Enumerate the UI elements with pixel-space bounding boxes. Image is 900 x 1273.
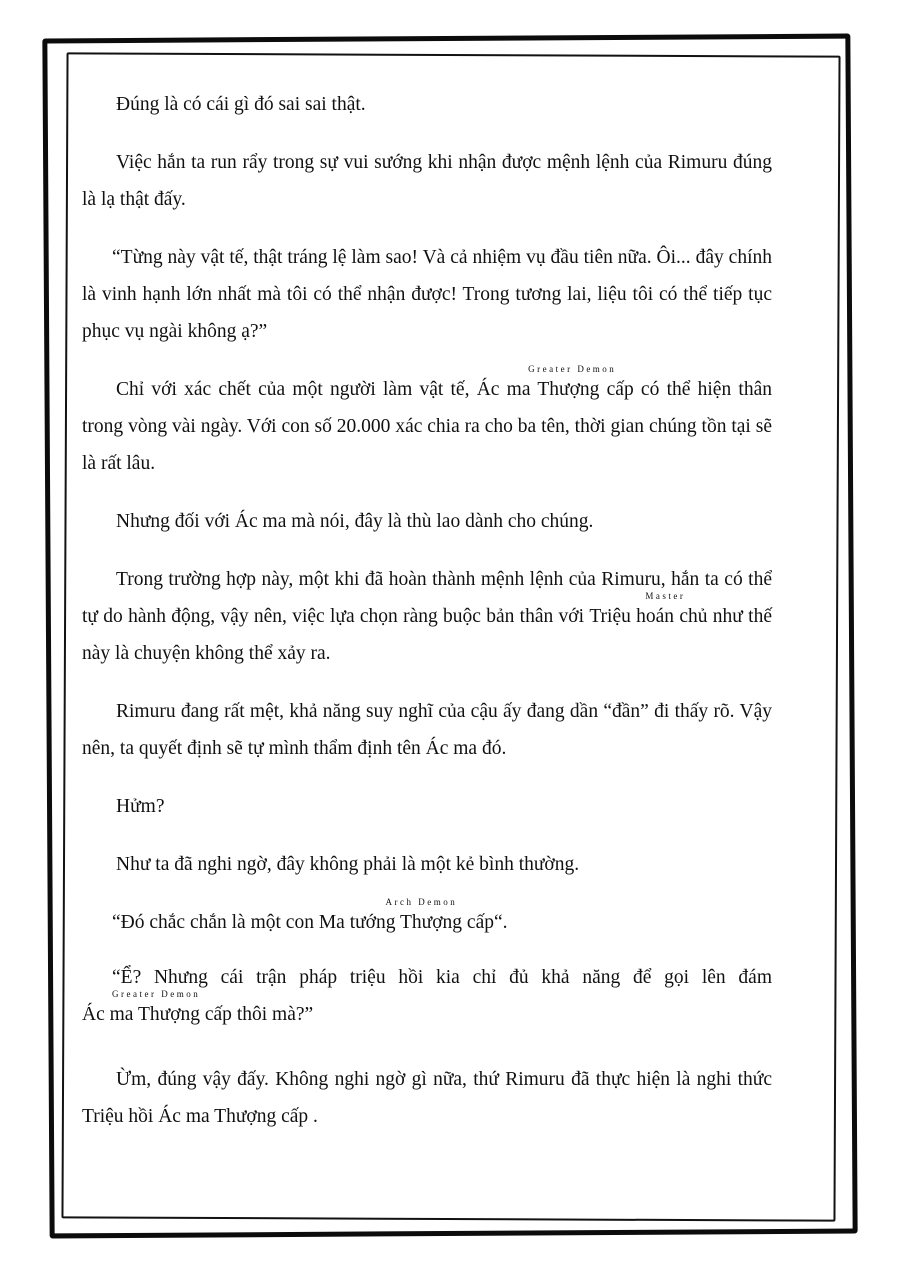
- paragraph-with-ruby: [82, 364, 772, 482]
- paragraph: Nhưng đối với Ác ma mà nói, đây là thù lao dành cho chúng.: [116, 511, 594, 532]
- ruby-arch-demon: [318, 897, 494, 933]
- ruby-base: Ác ma Thượng cấp: [476, 379, 634, 400]
- ruby-annotation: Greater Demon: [528, 364, 617, 374]
- ruby-greater-demon: [82, 989, 232, 1025]
- paragraph-text-before: “Ể? Nhưng cái trận pháp triệu hồi kia chỉ đủ khả năng để gọi lên đám: [112, 967, 772, 988]
- paragraph-text-after: có thể hiện thân trong vòng vài ngày. Với con số 20.000 xác chia ra cho ba tên, thời gian chúng tồn tại sẽ là rất lâu.: [82, 379, 772, 474]
- paragraph: Ừm, đúng vậy đấy. Không nghi ngờ gì nữa, thứ Rimuru đã thực hiện là nghi thức Triệu hồi Ác ma Thượng cấp .: [82, 1069, 772, 1127]
- ruby-annotation: Greater Demon: [112, 989, 201, 999]
- paragraph: Như ta đã nghi ngờ, đây không phải là một kẻ bình thường.: [116, 854, 580, 875]
- paragraph-dialogue: “Từng này vật tế, thật tráng lệ làm sao! Và cả nhiệm vụ đầu tiên nữa. Ôi... đây chính là vinh hạnh lớn nhất mà tôi có thể nhận được! Trong tương lai, liệu tôi có thể tiếp tục phục vụ ngài không ạ?”: [82, 247, 772, 342]
- ruby-base: Ác ma Thượng cấp: [82, 1004, 232, 1025]
- ruby-annotation: Arch Demon: [385, 897, 458, 907]
- paragraph-text-before: Chỉ với xác chết của một người làm vật tế,: [116, 379, 477, 400]
- paragraph-text-after: thôi mà?”: [231, 1004, 314, 1025]
- ruby-base: Ma tướng Thượng cấp: [318, 912, 494, 933]
- paragraph: Việc hắn ta run rẩy trong sự vui sướng khi nhận được mệnh lệnh của Rimuru đúng là lạ thật đấy.: [82, 152, 772, 210]
- ruby-annotation: Master: [645, 591, 686, 601]
- paragraph: Hửm?: [116, 796, 165, 817]
- paragraph-text-before: Trong trường hợp này, một khi đã hoàn thành mệnh lệnh của Rimuru, hắn ta có thể tự do hành động, vậy nên, việc lựa chọn ràng buộc bản thân với: [82, 569, 772, 627]
- paragraph-dialogue-with-ruby: [82, 959, 772, 1033]
- page-text-body: [82, 86, 772, 1176]
- paragraph-text-after: như thế này là chuyện không thể xảy ra.: [82, 606, 772, 664]
- paragraph: Đúng là có cái gì đó sai sai thật.: [116, 94, 366, 115]
- ruby-base: Triệu hoán chủ: [589, 606, 708, 627]
- paragraph-with-ruby: [82, 561, 772, 672]
- paragraph: Rimuru đang rất mệt, khả năng suy nghĩ của cậu ấy đang dần “đần” đi thấy rõ. Vậy nên, ta quyết định sẽ tự mình thẩm định tên Ác ma đó.: [82, 701, 772, 759]
- paragraph-text-after: “.: [494, 912, 508, 933]
- paragraph-text-before: “Đó chắc chắn là một con: [112, 912, 319, 933]
- ruby-master: [589, 591, 708, 627]
- paragraph-dialogue-with-ruby: [82, 897, 772, 941]
- ruby-greater-demon: [476, 364, 634, 400]
